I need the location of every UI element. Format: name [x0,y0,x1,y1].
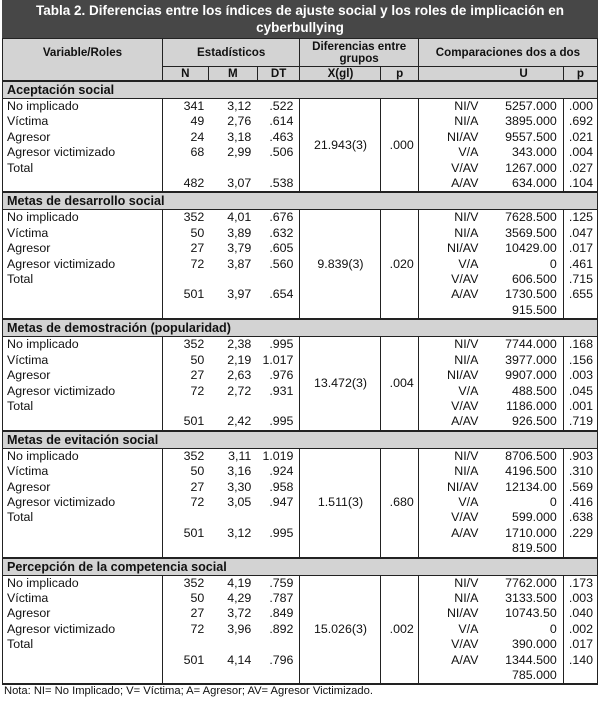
cell-n: 352 [183,575,205,590]
cell-u-p: .655 [563,287,597,302]
cell-chi-square: 9.839(3) [300,210,381,319]
cell-comparison: A/AV [451,652,479,667]
cell-m: 2,99 [227,145,252,160]
cell-u-p: .692 [563,114,597,129]
cell-m: 4,01 [227,210,252,225]
cell-u: 7762.000 [505,575,557,590]
row-label: Agresor [3,130,163,145]
cell-n: 352 [183,337,205,352]
cell-u: 0 [549,256,557,271]
cell-u-p [563,303,597,319]
row-label: Víctima [3,464,163,479]
cell-comparison: V/A [458,256,479,271]
cell-chi-square: 21.943(3) [300,99,381,193]
cell-n: 50 [190,464,205,479]
cell-comparison: V/A [458,145,479,160]
cell-comparison: V/AV [451,510,479,525]
cell-u: 3895.000 [505,114,557,129]
row-label: No implicado [3,99,163,115]
header-variable: Variable/Roles [3,39,163,67]
row-label: Agresor victimizado [3,622,163,637]
cell-dt: .560 [257,257,300,272]
row-label: Total [3,637,163,652]
section-title: Metas de desarrollo social [3,192,598,210]
cell-dt: .995 [257,337,300,353]
cell-u: 3133.500 [505,590,557,605]
cell-comparison: NI/V [454,337,479,352]
cell-chi-square: 1.511(3) [300,448,381,557]
cell-m: 3,89 [227,225,252,240]
row-label [3,176,163,192]
row-label: Víctima [3,353,163,368]
cell-u: 488.500 [511,383,557,398]
cell-u-p: .156 [563,353,597,368]
cell-dt: .796 [257,653,300,668]
cell-u-p: .719 [563,414,597,430]
cell-dt: .654 [257,287,300,302]
subheader-cmp [418,67,484,82]
table-row [3,99,598,115]
cell-m: 2,72 [227,383,252,398]
cell-u-p: .229 [563,526,597,541]
cell-u-p: .173 [563,575,597,591]
cell-dt [257,161,300,176]
cell-n [162,399,208,414]
cell-u: 12134.00 [505,479,557,494]
cell-p-value: .680 [381,448,418,557]
cell-u-p: .310 [563,464,597,479]
row-label: Agresor [3,606,163,621]
cell-p-value: .004 [381,337,418,431]
cell-dt: .506 [257,145,300,160]
cell-m: 3,97 [227,287,252,302]
cell-n: 49 [190,114,205,129]
row-label: No implicado [3,337,163,353]
cell-u-p: .000 [563,99,597,115]
cell-dt: .892 [257,622,300,637]
cell-dt [257,399,300,414]
row-label [3,668,163,684]
cell-m: 3,05 [227,494,252,509]
cell-dt: .995 [257,414,300,430]
cell-comparison: NI/V [454,99,479,113]
cell-comparison: NI/AV [446,129,479,144]
row-label: Víctima [3,591,163,606]
cell-u: 10429.00 [505,241,557,256]
cell-n: 27 [190,241,205,256]
cell-m: 4,19 [227,575,252,590]
subheader-m: M [208,67,257,82]
cell-comparison: NI/AV [446,241,479,256]
cell-u-p [563,541,597,557]
cell-m: 3,72 [227,606,252,621]
row-label: Total [3,272,163,287]
row-label: Víctima [3,114,163,129]
section-header-row [3,558,598,576]
row-label: Agresor victimizado [3,384,163,399]
cell-dt: .632 [257,226,300,241]
cell-dt [257,510,300,525]
cell-comparison: NI/A [454,225,479,240]
cell-m: 3,18 [227,129,252,144]
cell-u: 343.000 [511,145,557,160]
cell-m: 2,19 [227,352,252,367]
cell-comparison: V/A [458,621,479,636]
section-title: Percepción de la competencia social [3,558,598,576]
subheader-u: U [484,67,563,82]
cell-comparison: A/AV [451,287,479,302]
cell-u-p: .027 [563,161,597,176]
cell-u-p: .569 [563,480,597,495]
cell-u-p: .416 [563,495,597,510]
cell-p-value: .020 [381,210,418,319]
cell-u-p: .715 [563,272,597,287]
cell-u-p: .040 [563,606,597,621]
cell-comparison: NI/A [454,590,479,605]
cell-comparison: NI/A [454,352,479,367]
cell-dt: .995 [257,526,300,541]
cell-u: 0 [549,621,557,636]
section-header-row [3,319,598,337]
row-label: Víctima [3,226,163,241]
subheader-up: p [563,67,597,82]
cell-u: 9557.500 [505,129,557,144]
cell-u-p: .003 [563,368,597,383]
row-label [3,541,163,557]
cell-m [208,510,257,525]
cell-dt: .463 [257,130,300,145]
cell-n [162,668,208,684]
cell-n: 72 [190,494,205,509]
cell-u: 606.500 [511,272,557,287]
cell-u-p: .903 [563,448,597,464]
cell-m: 3,12 [227,525,252,540]
cell-u-p: .001 [563,399,597,414]
cell-n: 50 [190,352,205,367]
cell-m: 3,87 [227,256,252,271]
cell-m: 3,30 [227,479,252,494]
cell-u: 1186.000 [506,398,557,413]
cell-comparison: NI/V [454,448,479,463]
cell-n: 27 [190,368,205,383]
cell-u: 9907.000 [505,368,557,383]
cell-m: 2,38 [227,337,252,352]
cell-n: 50 [190,590,205,605]
cell-n: 72 [190,621,205,636]
cell-dt [257,303,300,319]
cell-n: 27 [190,606,205,621]
cell-m: 4,29 [227,590,252,605]
cell-comparison: NI/V [454,575,479,590]
cell-u-p: .004 [563,145,597,160]
cell-m: 3,11 [228,448,252,463]
table-row [3,448,598,464]
cell-n: 72 [190,383,205,398]
cell-n [162,161,208,176]
table-row [3,210,598,226]
cell-n: 352 [183,210,205,225]
cell-dt: .924 [257,464,300,479]
cell-m [208,399,257,414]
cell-comparison [418,668,484,684]
table-note: Nota: NI= No Implicado; V= Víctima; A= Agresor; AV= Agresor Victimizado. [4,685,373,697]
cell-dt [257,668,300,684]
header-estadisticos: Estadísticos [162,39,300,67]
cell-p-value: .002 [381,575,418,684]
cell-n: 501 [183,652,205,667]
section-header-row [3,431,598,449]
cell-n [162,541,208,557]
cell-u: 915.500 [511,302,557,317]
row-label: No implicado [3,210,163,226]
cell-comparison: V/A [458,383,479,398]
cell-comparison [418,303,484,319]
cell-chi-square: 13.472(3) [300,337,381,431]
cell-n [162,510,208,525]
row-label: Agresor victimizado [3,145,163,160]
row-label: Agresor victimizado [3,257,163,272]
cell-dt: .759 [257,575,300,591]
cell-n: 50 [190,225,205,240]
cell-dt: .522 [257,99,300,115]
cell-u-p: .168 [563,337,597,353]
cell-m [208,637,257,652]
cell-comparison: NI/AV [446,479,479,494]
cell-comparison: A/AV [451,176,479,191]
cell-u-p: .140 [563,653,597,668]
cell-u-p [563,668,597,684]
cell-u-p: .002 [563,622,597,637]
table-row [3,575,598,591]
row-label: No implicado [3,575,163,591]
cell-u: 1344.500 [505,652,557,667]
cell-dt: .931 [257,384,300,399]
subheader-blank [3,67,163,82]
cell-comparison: V/AV [451,398,479,413]
results-table-container [2,38,598,685]
cell-dt: .676 [257,210,300,226]
cell-u: 3569.500 [505,225,557,240]
subheader-dt: DT [257,67,300,82]
subheader-x: X(gl) [300,67,381,82]
cell-comparison: NI/V [454,210,479,225]
cell-comparison [418,541,484,557]
cell-u-p: .125 [563,210,597,226]
cell-n: 27 [190,479,205,494]
cell-m: 2,42 [227,414,252,429]
cell-u-p: .104 [563,176,597,192]
cell-m: 3,07 [227,176,252,191]
cell-comparison: A/AV [451,525,479,540]
cell-u-p: .017 [563,241,597,256]
cell-dt: .605 [257,241,300,256]
cell-dt: .976 [257,368,300,383]
cell-u: 3977.000 [505,352,557,367]
cell-comparison: NI/A [454,114,479,129]
cell-dt: 1.017 [257,353,300,368]
row-label [3,653,163,668]
cell-dt: 1.019 [257,448,300,464]
cell-m [208,161,257,176]
header-diferencias: Diferencias entre grupos [300,39,418,67]
cell-n: 68 [190,145,205,160]
row-label: Total [3,510,163,525]
cell-comparison: V/AV [451,637,479,652]
table-row [3,337,598,353]
section-header-row [3,81,598,99]
cell-n: 501 [183,414,205,429]
cell-u: 7744.000 [505,337,557,352]
row-label: Total [3,399,163,414]
cell-u: 390.000 [511,637,557,652]
cell-comparison: A/AV [451,414,479,429]
header-row [3,39,598,67]
cell-comparison: NI/AV [446,368,479,383]
cell-u: 819.500 [511,541,557,556]
cell-m [208,541,257,557]
cell-m: 3,12 [227,99,252,113]
cell-m: 4,14 [227,652,252,667]
cell-u-p: .461 [563,257,597,272]
cell-dt: .614 [257,114,300,129]
cell-dt [257,541,300,557]
cell-n: 24 [190,129,205,144]
cell-n [162,272,208,287]
row-label: Agresor [3,368,163,383]
cell-dt [257,637,300,652]
cell-u-p: .021 [563,130,597,145]
cell-chi-square: 15.026(3) [300,575,381,684]
cell-u-p: .638 [563,510,597,525]
cell-u: 8706.500 [505,448,557,463]
section-title: Metas de evitación social [3,431,598,449]
cell-m: 2,76 [227,114,252,129]
cell-u: 5257.000 [505,99,557,113]
cell-u: 634.000 [511,176,557,191]
cell-dt: .538 [257,176,300,192]
cell-n: 352 [183,448,205,463]
cell-u: 4196.500 [505,464,557,479]
cell-u-p: .017 [563,637,597,652]
cell-n [162,637,208,652]
table-body [3,81,598,684]
cell-u: 1730.500 [505,287,557,302]
section-title: Aceptación social [3,81,598,99]
row-label [3,287,163,302]
cell-dt: .958 [257,480,300,495]
cell-comparison: V/A [458,494,479,509]
subheader-n: N [162,67,208,82]
cell-n: 72 [190,256,205,271]
cell-comparison: NI/AV [446,606,479,621]
results-table [2,38,598,685]
subheader-row [3,67,598,82]
header-comparaciones: Comparaciones dos a dos [418,39,597,67]
cell-dt: .947 [257,495,300,510]
cell-u: 10743.50 [505,606,557,621]
cell-comparison: NI/A [454,464,479,479]
cell-n [162,303,208,319]
row-label: Agresor [3,480,163,495]
subheader-p: p [381,67,418,82]
cell-p-value: .000 [381,99,418,193]
row-label [3,414,163,430]
cell-u: 7628.500 [505,210,557,225]
cell-dt [257,272,300,287]
cell-n: 482 [183,176,205,191]
cell-comparison: V/AV [451,272,479,287]
section-title: Metas de demostración (popularidad) [3,319,598,337]
cell-u: 926.500 [511,414,557,429]
cell-dt: .787 [257,591,300,606]
cell-u: 1267.000 [505,160,557,175]
row-label: Total [3,161,163,176]
row-label [3,526,163,541]
cell-n: 501 [183,525,205,540]
cell-u: 1710.000 [505,525,557,540]
cell-m [208,303,257,319]
section-header-row [3,192,598,210]
cell-u: 785.000 [511,668,557,682]
cell-u: 599.000 [511,510,557,525]
cell-m [208,272,257,287]
row-label [3,303,163,319]
cell-u: 0 [549,494,557,509]
cell-m: 3,96 [227,621,252,636]
cell-n: 501 [183,287,205,302]
cell-u-p: .045 [563,384,597,399]
cell-m: 3,16 [227,464,252,479]
cell-u-p: .003 [563,591,597,606]
cell-m [208,668,257,684]
cell-n: 341 [183,99,205,113]
cell-m: 2,63 [227,368,252,383]
row-label: Agresor [3,241,163,256]
cell-dt: .849 [257,606,300,621]
cell-comparison: V/AV [451,160,479,175]
cell-u-p: .047 [563,226,597,241]
row-label: No implicado [3,448,163,464]
table-title: Tabla 2. Diferencias entre los índices de ajuste social y los roles de implicación en cyberbullying [2,0,598,38]
cell-m: 3,79 [227,241,252,256]
row-label: Agresor victimizado [3,495,163,510]
